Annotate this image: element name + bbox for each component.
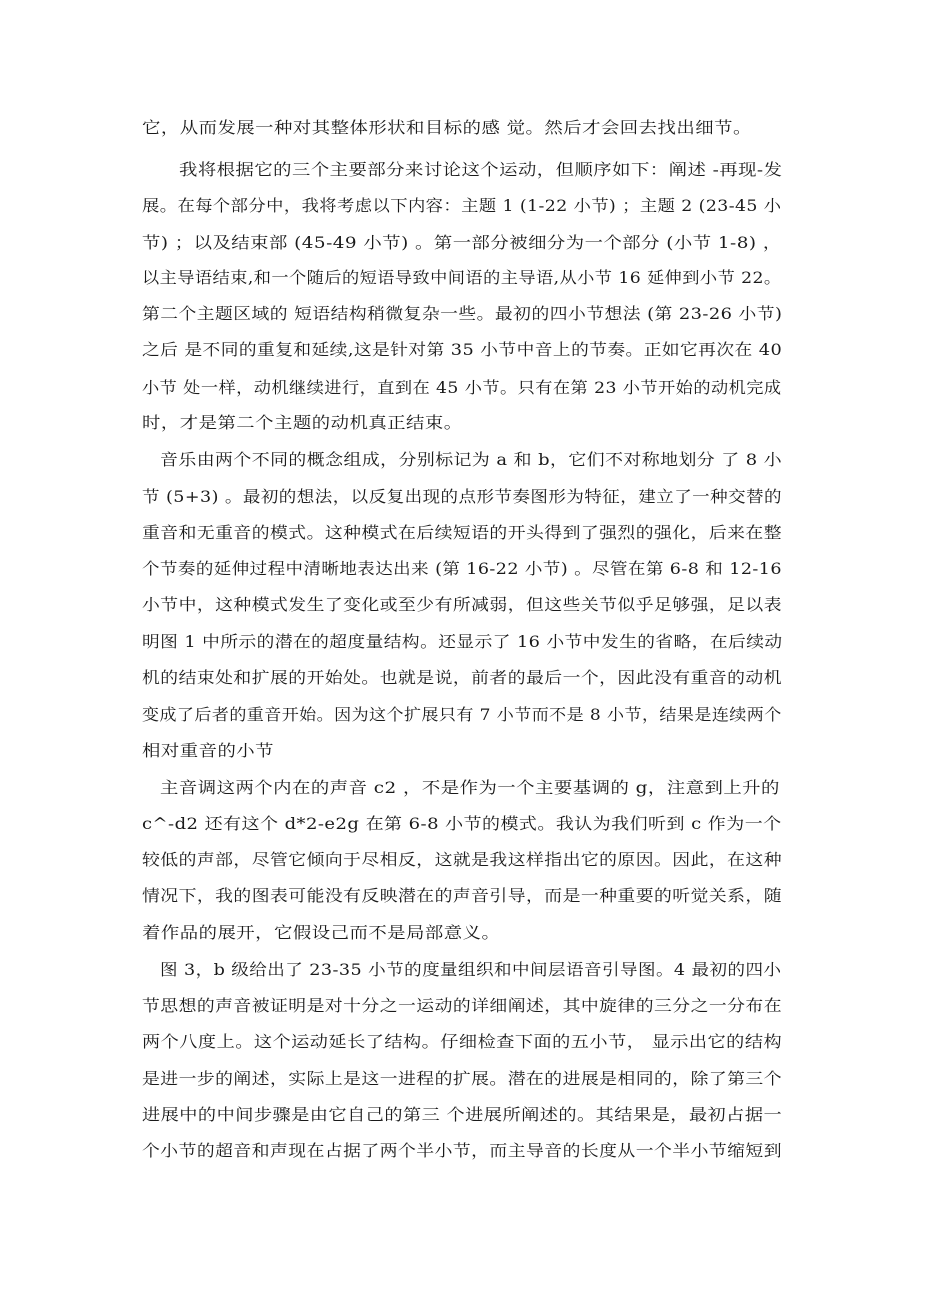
text-line: 以主导语结束,和一个随后的短语导致中间语的主导语,从小节 16 延伸到小节 22。 (142, 268, 782, 287)
text-line: 个节奏的延伸过程中清晰地表达出来 (第 16-22 小节) 。尽管在第 6-8 和 12-16 (142, 559, 782, 578)
text-line: 重音和无重音的模式。这种模式在后续短语的开头得到了强烈的强化，后来在整 (142, 523, 783, 542)
text-line: 是进一步的阐述，实际上是这一进程的扩展。潜在的进展是相同的，除了第三个 (142, 1069, 783, 1088)
text-line: 主音调这两个内在的声音 c2 ，不是作为一个主要基调的 g，注意到上升的 (160, 778, 780, 797)
text-line: 第二个主题区域的 短语结构稍微复杂一些。最初的四小节想法 (第 23-26 小节) (142, 304, 783, 323)
text-line: 图 3，b 级给出了 23-35 小节的度量组织和中间层语音引导图。4 最初的四小 (160, 960, 782, 979)
text-line: 相对重音的小节 (142, 741, 275, 760)
text-line: 个小节的超音和声现在占据了两个半小节，而主导音的长度从一个半小节缩短到 (142, 1141, 783, 1160)
text-line: 节 (5+3) 。最初的想法，以反复出现的点形节奏图形为特征，建立了一种交替的 (142, 487, 783, 506)
text-line: 变成了后者的重音开始。因为这个扩展只有 7 小节而不是 8 小节，结果是连续两个 (142, 705, 782, 724)
text-line: 时，才是第二个主题的动机真正结束。 (142, 413, 463, 432)
text-line: 小节中，这种模式发生了变化或至少有所减弱，但这些关节似乎足够强，足以表 (142, 595, 783, 614)
text-line: 机的结束处和扩展的开始处。也就是说，前者的最后一个，因此没有重音的动机 (142, 668, 783, 687)
text-line: 之后 是不同的重复和延续,这是针对第 35 小节中音上的节奏。正如它再次在 40 (142, 340, 783, 359)
text-line: 较低的声部，尽管它倾向于尽相反，这就是我这样指出它的原因。因此，在这种 (142, 850, 783, 869)
text-line: 小节 处一样，动机继续进行，直到在 45 小节。只有在第 23 小节开始的动机完成 (142, 378, 782, 397)
text-line: 明图 1 中所示的潜在的超度量结构。还显示了 16 小节中发生的省略，在后续动 (142, 632, 783, 651)
text-line: 节) ；以及结束部 (45-49 小节) 。第一部分被细分为一个部分 (小节 1-8) ， (142, 233, 782, 252)
text-line: 我将根据它的三个主要部分来讨论这个运动，但顺序如下：阐述 -再现-发 (179, 160, 783, 179)
text-line: c^-d2 还有这个 d*2-e2g 在第 6-8 小节的模式。我认为我们听到 c 作为一个 (142, 814, 782, 833)
text-line: 两个八度上。这个运动延长了结构。仔细检查下面的五小节， 显示出它的结构 (142, 1032, 783, 1051)
text-line: 展。在每个部分中，我将考虑以下内容：主题 1 (1-22 小节) ；主题 2 (23-45 小 (142, 196, 782, 215)
text-line: 情况下，我的图表可能没有反映潜在的声音引导，而是一种重要的听觉关系，随 (142, 886, 783, 905)
text-line: 音乐由两个不同的概念组成，分别标记为 a 和 b，它们不对称地划分 了 8 小 (160, 450, 783, 469)
text-line: 它，从而发展一种对其整体形状和目标的感 觉。然后才会回去找出细节。 (142, 118, 752, 137)
text-line: 进展中的中间步骤是由它自己的第三 个进展所阐述的。其结果是，最初占据一 (142, 1105, 783, 1124)
text-line: 着作品的展开，它假设己而不是局部意义。 (142, 923, 501, 942)
text-line: 节思想的声音被证明是对十分之一运动的详细阐述，其中旋律的三分之一分布在 (142, 996, 783, 1015)
